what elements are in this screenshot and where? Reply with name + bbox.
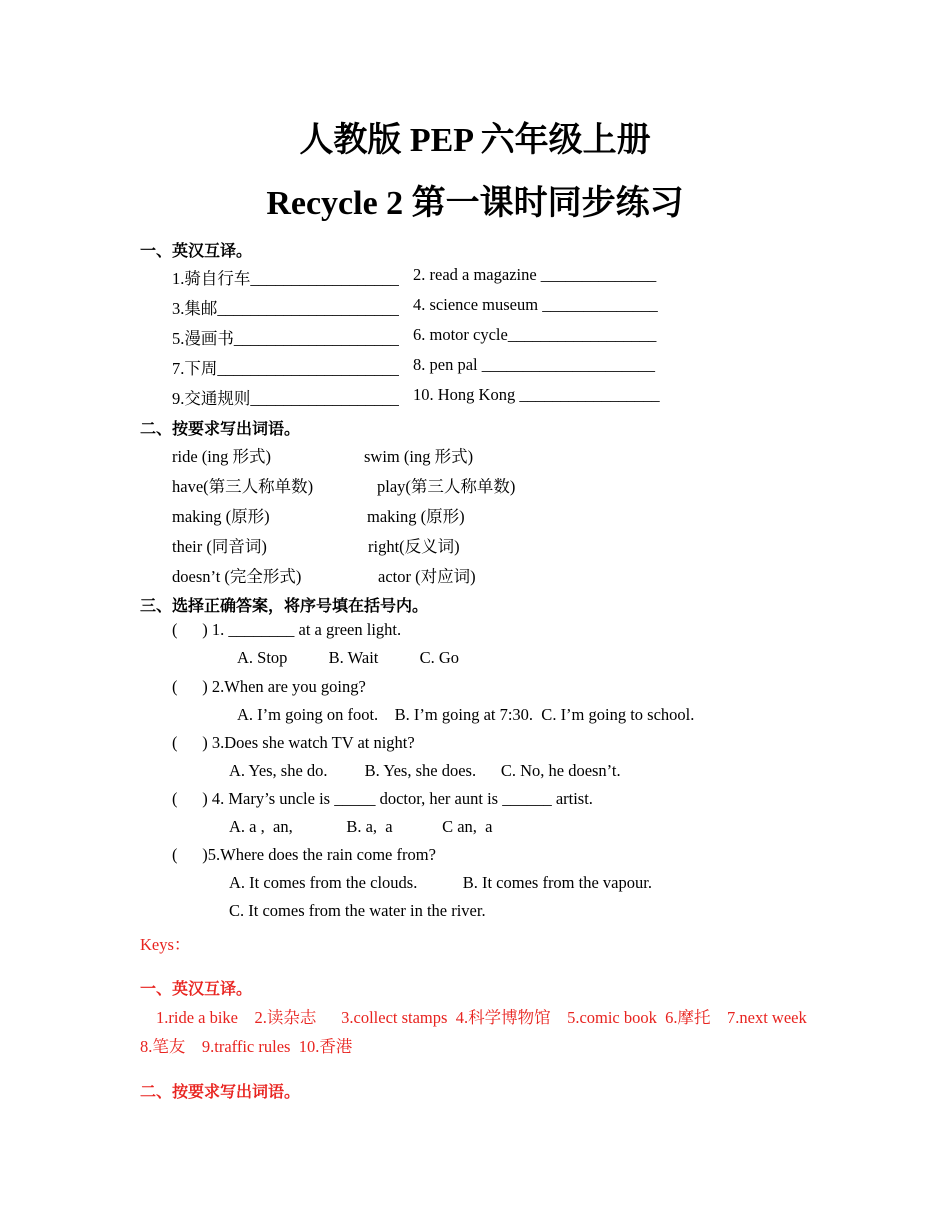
s1-item-4-right: 8. pen pal _____________________	[413, 355, 655, 374]
page-subtitle: Recycle 2 第一课时同步练习	[266, 185, 684, 222]
s2-item-5-right: actor (对应词)	[378, 567, 476, 586]
s2-item-4-left: their (同音词)	[172, 537, 267, 556]
keys-answers-line-2: 8.笔友 9.traffic rules 10.香港	[140, 1037, 353, 1056]
q5-stem: ( )5.Where does the rain come from?	[172, 845, 436, 864]
s1-item-1-left: 1.骑自行车__________________	[172, 269, 399, 288]
s1-item-5-left: 9.交通规则__________________	[172, 389, 399, 408]
q3-stem: ( ) 3.Does she watch TV at night?	[172, 733, 415, 752]
q1-options: A. Stop B. Wait C. Go	[237, 648, 460, 667]
q4-options: A. a , an, B. a, a C an, a	[229, 817, 493, 836]
s2-item-5-left: doesn’t (完全形式)	[172, 567, 302, 586]
keys-section2-heading: 二、按要求写出词语。	[140, 1082, 301, 1101]
s2-item-1-left: ride (ing 形式)	[172, 447, 271, 466]
page-title: 人教版 PEP 六年级上册	[299, 122, 651, 159]
q1-stem: ( ) 1. ________ at a green light.	[172, 620, 402, 639]
keys-section1-heading: 一、英汉互译。	[140, 979, 253, 998]
q4-stem: ( ) 4. Mary’s uncle is _____ doctor, her aunt is ______ artist.	[172, 789, 593, 808]
s2-item-4-right: right(反义词)	[368, 537, 460, 556]
s2-item-2-left: have(第三人称单数)	[172, 477, 314, 496]
s2-item-1-right: swim (ing 形式)	[364, 447, 474, 466]
s1-item-3-right: 6. motor cycle__________________	[413, 325, 657, 344]
s2-item-3-left: making (原形)	[172, 507, 270, 526]
q2-options: A. I’m going on foot. B. I’m going at 7:30. C. I’m going to school.	[237, 705, 695, 724]
s1-item-1-right: 2. read a magazine ______________	[413, 265, 657, 284]
s1-item-4-left: 7.下周______________________	[172, 359, 399, 378]
q3-options: A. Yes, she do. B. Yes, she does. C. No, he doesn’t.	[229, 761, 621, 780]
s1-item-5-right: 10. Hong Kong _________________	[413, 385, 660, 404]
keys-label: Keys：	[140, 935, 191, 954]
s1-item-3-left: 5.漫画书____________________	[172, 329, 399, 348]
s2-item-2-right: play(第三人称单数)	[377, 477, 516, 496]
section3-heading: 三、选择正确答案，将序号填在括号内。	[140, 596, 429, 615]
s1-item-2-right: 4. science museum ______________	[413, 295, 658, 314]
q5-options-1: A. It comes from the clouds. B. It comes from the vapour.	[229, 873, 652, 892]
s1-item-2-left: 3.集邮______________________	[172, 299, 399, 318]
section2-heading: 二、按要求写出词语。	[140, 419, 301, 438]
q2-stem: ( ) 2.When are you going?	[172, 677, 366, 696]
keys-answers-line-1: 1.ride a bike 2.读杂志 3.collect stamps 4.科学博物馆 5.comic book 6.摩托 7.next week	[156, 1008, 807, 1027]
s2-item-3-right: making (原形)	[367, 507, 465, 526]
section1-heading: 一、英汉互译。	[140, 241, 253, 260]
q5-options-2: C. It comes from the water in the river.	[229, 901, 486, 920]
